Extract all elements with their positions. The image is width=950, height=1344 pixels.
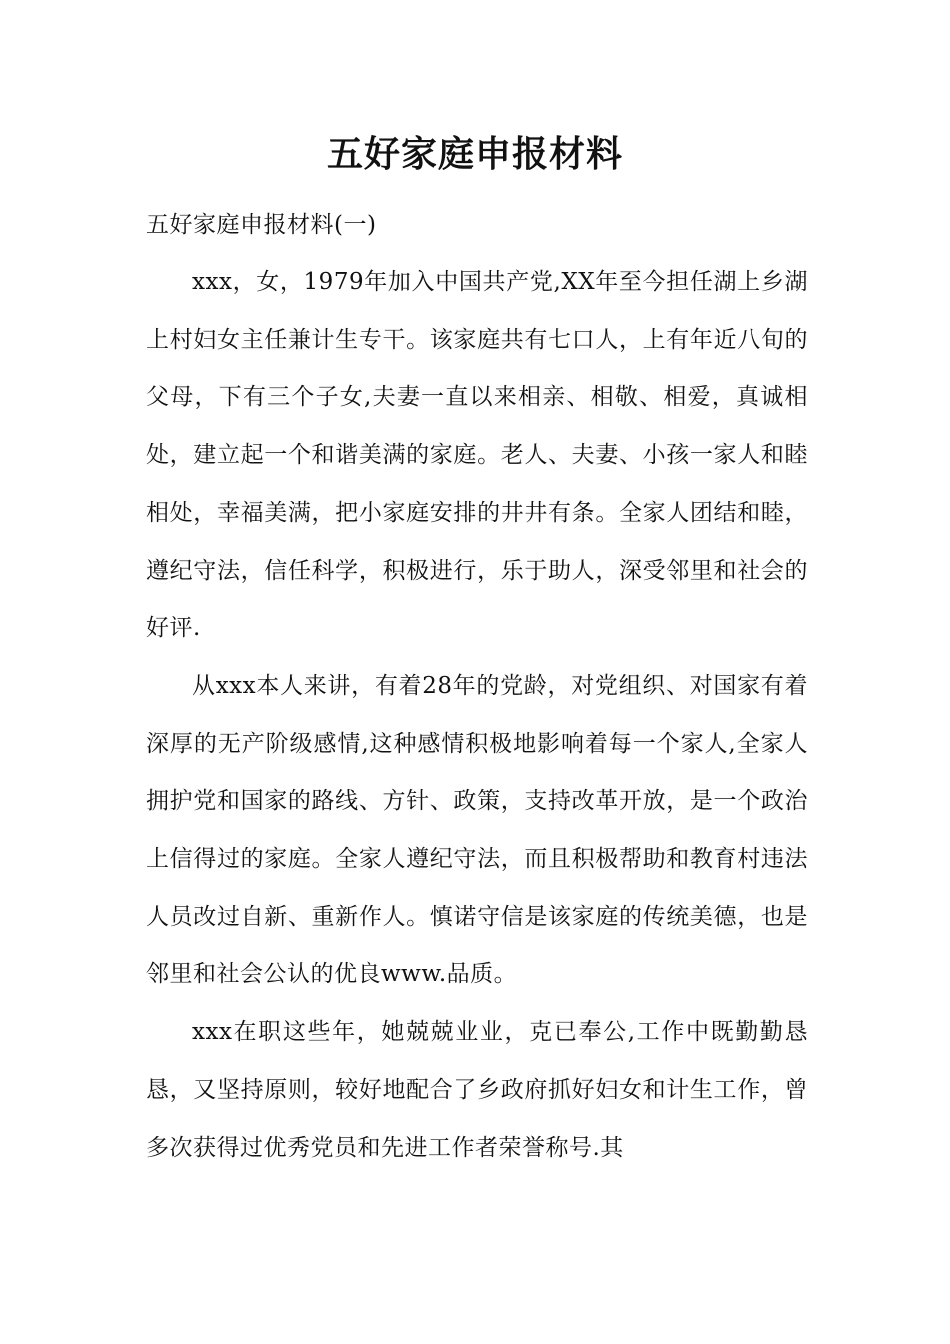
document-title: 五好家庭申报材料	[326, 133, 623, 175]
paragraph-3: xxx在职这些年，她兢兢业业，克已奉公,工作中既勤勤恳恳，又坚持原则，较好地配合了乡政府抓好妇女和计生工作，曾多次获得过优秀党员和先进工作者荣誉称号.其	[146, 1019, 808, 1161]
document-body	[146, 196, 808, 1177]
paragraph-1: xxx，女，1979年加入中国共产党,XX年至今担任湖上乡湖上村妇女主任兼计生专干。该家庭共有七口人，上有年近八旬的父母，下有三个子女,夫妻一直以来相亲、相敬、相爱，真诚相处，建立起一个和谐美满的家庭。老人、夫妻、小孩一家人和睦相处，幸福美满，把小家庭安排的井井有条。全家人团结和睦，遵纪守法，信任科学，积极进行，乐于助人，深受邻里和社会的好评.	[146, 269, 808, 642]
section-heading: 五好家庭申报材料(一)	[146, 212, 377, 238]
paragraph-2: 从xxx本人来讲，有着28年的党龄，对党组织、对国家有着深厚的无产阶级感情,这种感情积极地影响着每一个家人,全家人拥护党和国家的路线、方针、政策，支持改革开放，是一个政治上信得过的家庭。全家人遵纪守法，而且积极帮助和教育村违法人员改过自新、重新作人。慎诺守信是该家庭的传统美德，也是邻里和社会公认的优良www.品质。	[146, 672, 808, 988]
